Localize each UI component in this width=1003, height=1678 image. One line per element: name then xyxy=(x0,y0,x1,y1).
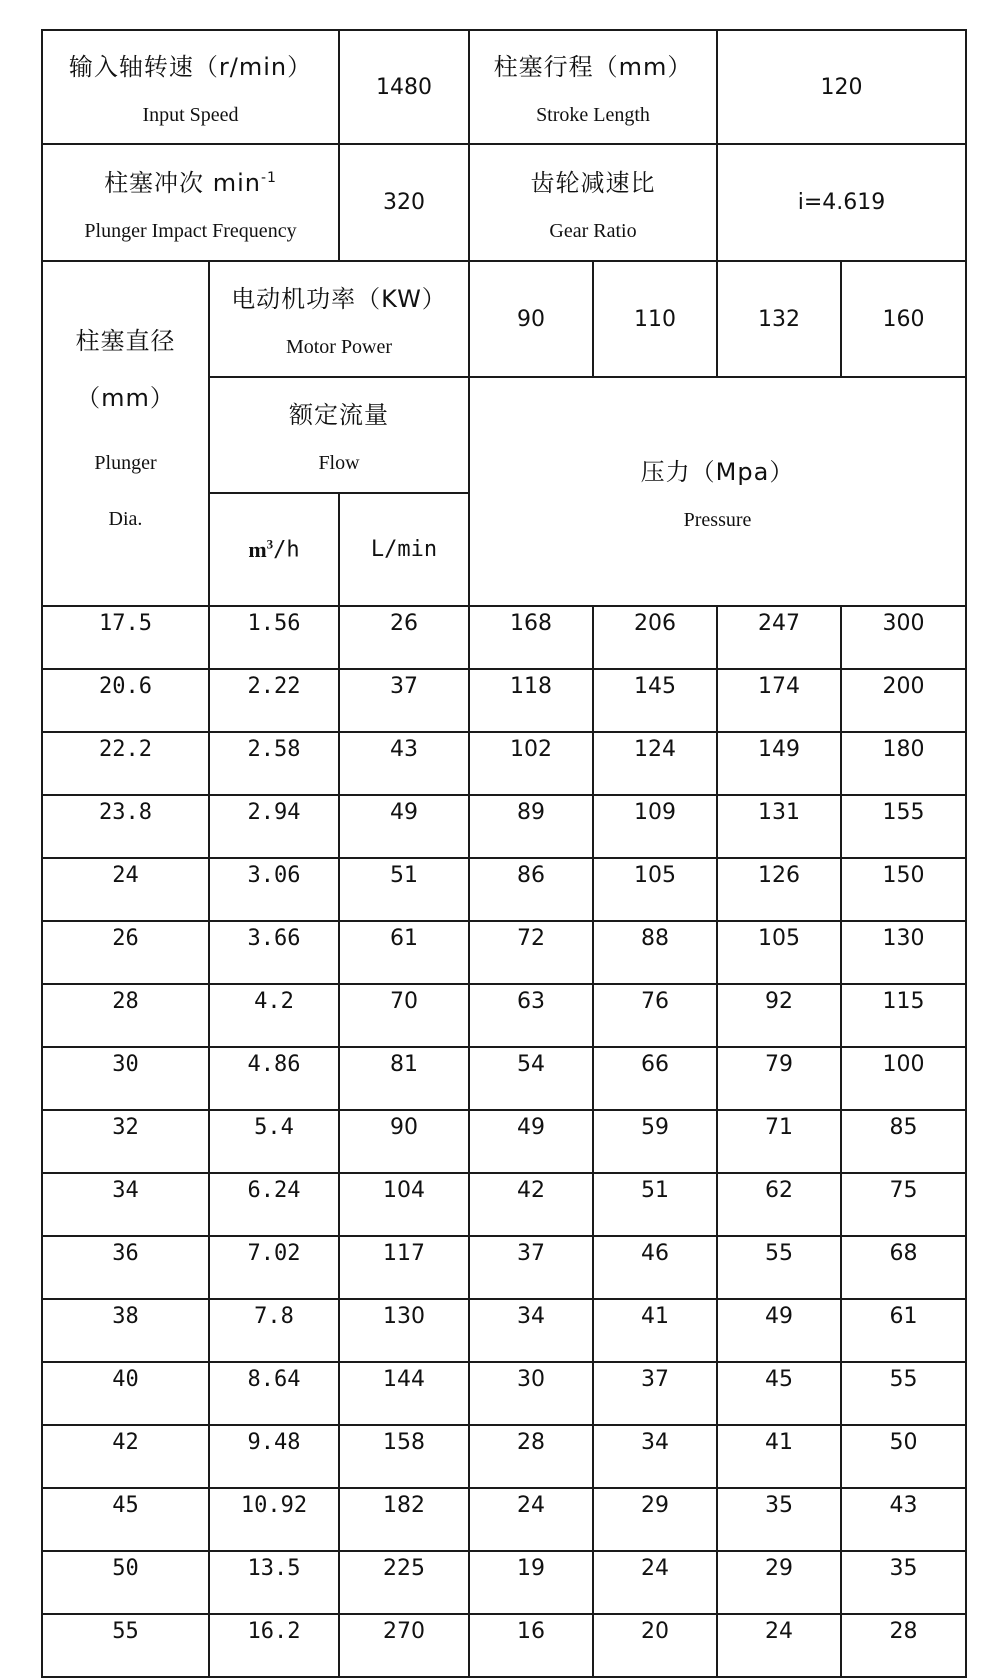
table-cell: 37 xyxy=(469,1236,593,1299)
table-cell: 76 xyxy=(593,984,717,1047)
table-cell: 155 xyxy=(841,795,966,858)
table-cell: 36 xyxy=(42,1236,209,1299)
table-cell: 16 xyxy=(469,1614,593,1677)
impact-frequency-label-cell xyxy=(42,144,339,261)
table-cell: 35 xyxy=(841,1551,966,1614)
table-row xyxy=(42,921,966,984)
table-cell: 8.64 xyxy=(209,1362,339,1425)
table-cell: 2.58 xyxy=(209,732,339,795)
input-speed-value: 1480 xyxy=(339,30,469,144)
table-cell: 46 xyxy=(593,1236,717,1299)
motor-power-90: 90 xyxy=(469,261,593,377)
table-row xyxy=(42,1425,966,1488)
table-cell: 51 xyxy=(593,1173,717,1236)
table-row xyxy=(42,1551,966,1614)
table-cell: 100 xyxy=(841,1047,966,1110)
table-row xyxy=(42,1110,966,1173)
table-cell: 24 xyxy=(593,1551,717,1614)
table-cell: 115 xyxy=(841,984,966,1047)
table-cell: 49 xyxy=(717,1299,841,1362)
table-cell: 7.8 xyxy=(209,1299,339,1362)
gear-ratio-zh: 齿轮减速比 xyxy=(530,168,656,197)
table-cell: 206 xyxy=(593,606,717,669)
data-rows xyxy=(42,606,966,1677)
stroke-length-label-cell xyxy=(469,30,717,144)
table-row xyxy=(42,732,966,795)
table-cell: 50 xyxy=(841,1425,966,1488)
table-cell: 168 xyxy=(469,606,593,669)
table-cell: 102 xyxy=(469,732,593,795)
table-cell: 145 xyxy=(593,669,717,732)
table-cell: 85 xyxy=(841,1110,966,1173)
table-cell: 28 xyxy=(841,1614,966,1677)
table-cell: 4.2 xyxy=(209,984,339,1047)
flow-en: Flow xyxy=(318,452,360,474)
motor-power-zh: 电动机功率（KW） xyxy=(231,285,447,313)
table-cell: 35 xyxy=(717,1488,841,1551)
flow-unit-m3h: $m^3/h$ xyxy=(209,493,339,606)
table-cell: 37 xyxy=(593,1362,717,1425)
table-cell: 117 xyxy=(339,1236,469,1299)
table-cell: 70 xyxy=(339,984,469,1047)
table-cell: 4.86 xyxy=(209,1047,339,1110)
table-cell: 89 xyxy=(469,795,593,858)
table-cell: 13.5 xyxy=(209,1551,339,1614)
table-cell: 41 xyxy=(593,1299,717,1362)
table-cell: 20 xyxy=(593,1614,717,1677)
table-cell: 149 xyxy=(717,732,841,795)
table-cell: 174 xyxy=(717,669,841,732)
plunger-dia-unit: （mm） xyxy=(76,383,175,412)
input-speed-label-cell xyxy=(42,30,339,144)
gear-ratio-value: i=4.619 xyxy=(717,144,966,261)
pressure-zh: 压力（Mpa） xyxy=(640,457,795,486)
table-cell: 9.48 xyxy=(209,1425,339,1488)
gear-ratio-label-cell xyxy=(469,144,717,261)
impact-frequency-zh: 柱塞冲次 $\min^{-1}$ xyxy=(104,168,277,197)
table-cell: 7.02 xyxy=(209,1236,339,1299)
table-cell: 158 xyxy=(339,1425,469,1488)
table-row xyxy=(42,984,966,1047)
table-cell: 90 xyxy=(339,1110,469,1173)
table-cell: 29 xyxy=(717,1551,841,1614)
table-cell: 30 xyxy=(42,1047,209,1110)
flow-label-cell xyxy=(209,377,469,493)
table-cell: 28 xyxy=(42,984,209,1047)
table-cell: 109 xyxy=(593,795,717,858)
table-cell: 124 xyxy=(593,732,717,795)
table-cell: 3.06 xyxy=(209,858,339,921)
pressure-en: Pressure xyxy=(683,508,752,531)
motor-power-en: Motor Power xyxy=(285,336,393,358)
table-cell: 150 xyxy=(841,858,966,921)
input-speed-zh: 输入轴转速（r/min） xyxy=(68,53,313,81)
table-cell: 68 xyxy=(841,1236,966,1299)
table-row xyxy=(42,1236,966,1299)
table-row xyxy=(42,1299,966,1362)
table-cell: 34 xyxy=(469,1299,593,1362)
table-row xyxy=(42,1173,966,1236)
table-cell: 34 xyxy=(593,1425,717,1488)
table-cell: 1.56 xyxy=(209,606,339,669)
table-cell: 61 xyxy=(339,921,469,984)
table-cell: 126 xyxy=(717,858,841,921)
table-cell: 55 xyxy=(717,1236,841,1299)
table-cell: 5.4 xyxy=(209,1110,339,1173)
table-cell: 16.2 xyxy=(209,1614,339,1677)
motor-power-132: 132 xyxy=(717,261,841,377)
table-cell: 63 xyxy=(469,984,593,1047)
table-row xyxy=(42,1362,966,1425)
table-cell: 26 xyxy=(42,921,209,984)
table-cell: 50 xyxy=(42,1551,209,1614)
stroke-length-en: Stroke Length xyxy=(536,104,650,126)
table-cell: 118 xyxy=(469,669,593,732)
table-cell: 23.8 xyxy=(42,795,209,858)
table-cell: 37 xyxy=(339,669,469,732)
header-row-3 xyxy=(42,261,966,377)
table-cell: 144 xyxy=(339,1362,469,1425)
table-cell: 42 xyxy=(469,1173,593,1236)
table-row xyxy=(42,606,966,669)
table-cell: 3.66 xyxy=(209,921,339,984)
table-cell: 59 xyxy=(593,1110,717,1173)
table-cell: 130 xyxy=(339,1299,469,1362)
plunger-dia-en-1: Plunger xyxy=(94,451,157,474)
table-cell: 49 xyxy=(469,1110,593,1173)
table-row xyxy=(42,858,966,921)
table-cell: 61 xyxy=(841,1299,966,1362)
table-cell: 43 xyxy=(339,732,469,795)
table-cell: 86 xyxy=(469,858,593,921)
header-row-2 xyxy=(42,144,966,261)
table-row xyxy=(42,1047,966,1110)
table-cell: 42 xyxy=(42,1425,209,1488)
table-cell: 225 xyxy=(339,1551,469,1614)
table-cell: 17.5 xyxy=(42,606,209,669)
table-cell: 38 xyxy=(42,1299,209,1362)
table-cell: 105 xyxy=(717,921,841,984)
table-row xyxy=(42,1488,966,1551)
table-cell: 200 xyxy=(841,669,966,732)
table-cell: 26 xyxy=(339,606,469,669)
table-cell: 40 xyxy=(42,1362,209,1425)
table-cell: 54 xyxy=(469,1047,593,1110)
table-cell: 22.2 xyxy=(42,732,209,795)
header-row-1 xyxy=(42,30,966,144)
motor-power-label-cell xyxy=(209,261,469,377)
table-cell: 66 xyxy=(593,1047,717,1110)
gear-ratio-en: Gear Ratio xyxy=(549,219,637,242)
table-cell: 62 xyxy=(717,1173,841,1236)
table-cell: 2.94 xyxy=(209,795,339,858)
table-row xyxy=(42,669,966,732)
table-cell: 45 xyxy=(717,1362,841,1425)
table-cell: 131 xyxy=(717,795,841,858)
plunger-pump-spec-table xyxy=(41,29,967,1678)
table-cell: 182 xyxy=(339,1488,469,1551)
table-cell: 79 xyxy=(717,1047,841,1110)
table-cell: 49 xyxy=(339,795,469,858)
table-cell: 55 xyxy=(841,1362,966,1425)
table-cell: 81 xyxy=(339,1047,469,1110)
pressure-label-cell xyxy=(469,377,966,606)
table-cell: 75 xyxy=(841,1173,966,1236)
table-cell: 45 xyxy=(42,1488,209,1551)
table-row xyxy=(42,795,966,858)
table-cell: 105 xyxy=(593,858,717,921)
plunger-dia-header xyxy=(42,261,209,606)
table-cell: 19 xyxy=(469,1551,593,1614)
table-cell: 71 xyxy=(717,1110,841,1173)
table-cell: 29 xyxy=(593,1488,717,1551)
table-cell: 92 xyxy=(717,984,841,1047)
table-cell: 130 xyxy=(841,921,966,984)
table-cell: 10.92 xyxy=(209,1488,339,1551)
table-cell: 300 xyxy=(841,606,966,669)
impact-frequency-value: 320 xyxy=(339,144,469,261)
table-cell: 30 xyxy=(469,1362,593,1425)
table-cell: 34 xyxy=(42,1173,209,1236)
table-cell: 55 xyxy=(42,1614,209,1677)
table-cell: 247 xyxy=(717,606,841,669)
table-cell: 270 xyxy=(339,1614,469,1677)
table-cell: 88 xyxy=(593,921,717,984)
flow-zh: 额定流量 xyxy=(289,401,389,429)
table-cell: 32 xyxy=(42,1110,209,1173)
table-cell: 20.6 xyxy=(42,669,209,732)
motor-power-160: 160 xyxy=(841,261,966,377)
plunger-dia-en-2: Dia. xyxy=(108,507,143,530)
table-cell: 180 xyxy=(841,732,966,795)
table-cell: 104 xyxy=(339,1173,469,1236)
table-cell: 28 xyxy=(469,1425,593,1488)
stroke-length-zh: 柱塞行程（mm） xyxy=(493,53,693,81)
table-cell: 24 xyxy=(717,1614,841,1677)
table-cell: 72 xyxy=(469,921,593,984)
table-cell: 2.22 xyxy=(209,669,339,732)
table-cell: 51 xyxy=(339,858,469,921)
table-cell: 43 xyxy=(841,1488,966,1551)
plunger-dia-zh: 柱塞直径 xyxy=(75,326,176,355)
motor-power-110: 110 xyxy=(593,261,717,377)
impact-frequency-en: Plunger Impact Frequency xyxy=(84,219,297,242)
table-cell: 6.24 xyxy=(209,1173,339,1236)
table-cell: 24 xyxy=(469,1488,593,1551)
table-cell: 41 xyxy=(717,1425,841,1488)
flow-unit-lmin: L/min xyxy=(339,493,469,606)
table-cell: 24 xyxy=(42,858,209,921)
stroke-length-value: 120 xyxy=(717,30,966,144)
input-speed-en: Input Speed xyxy=(142,104,239,126)
